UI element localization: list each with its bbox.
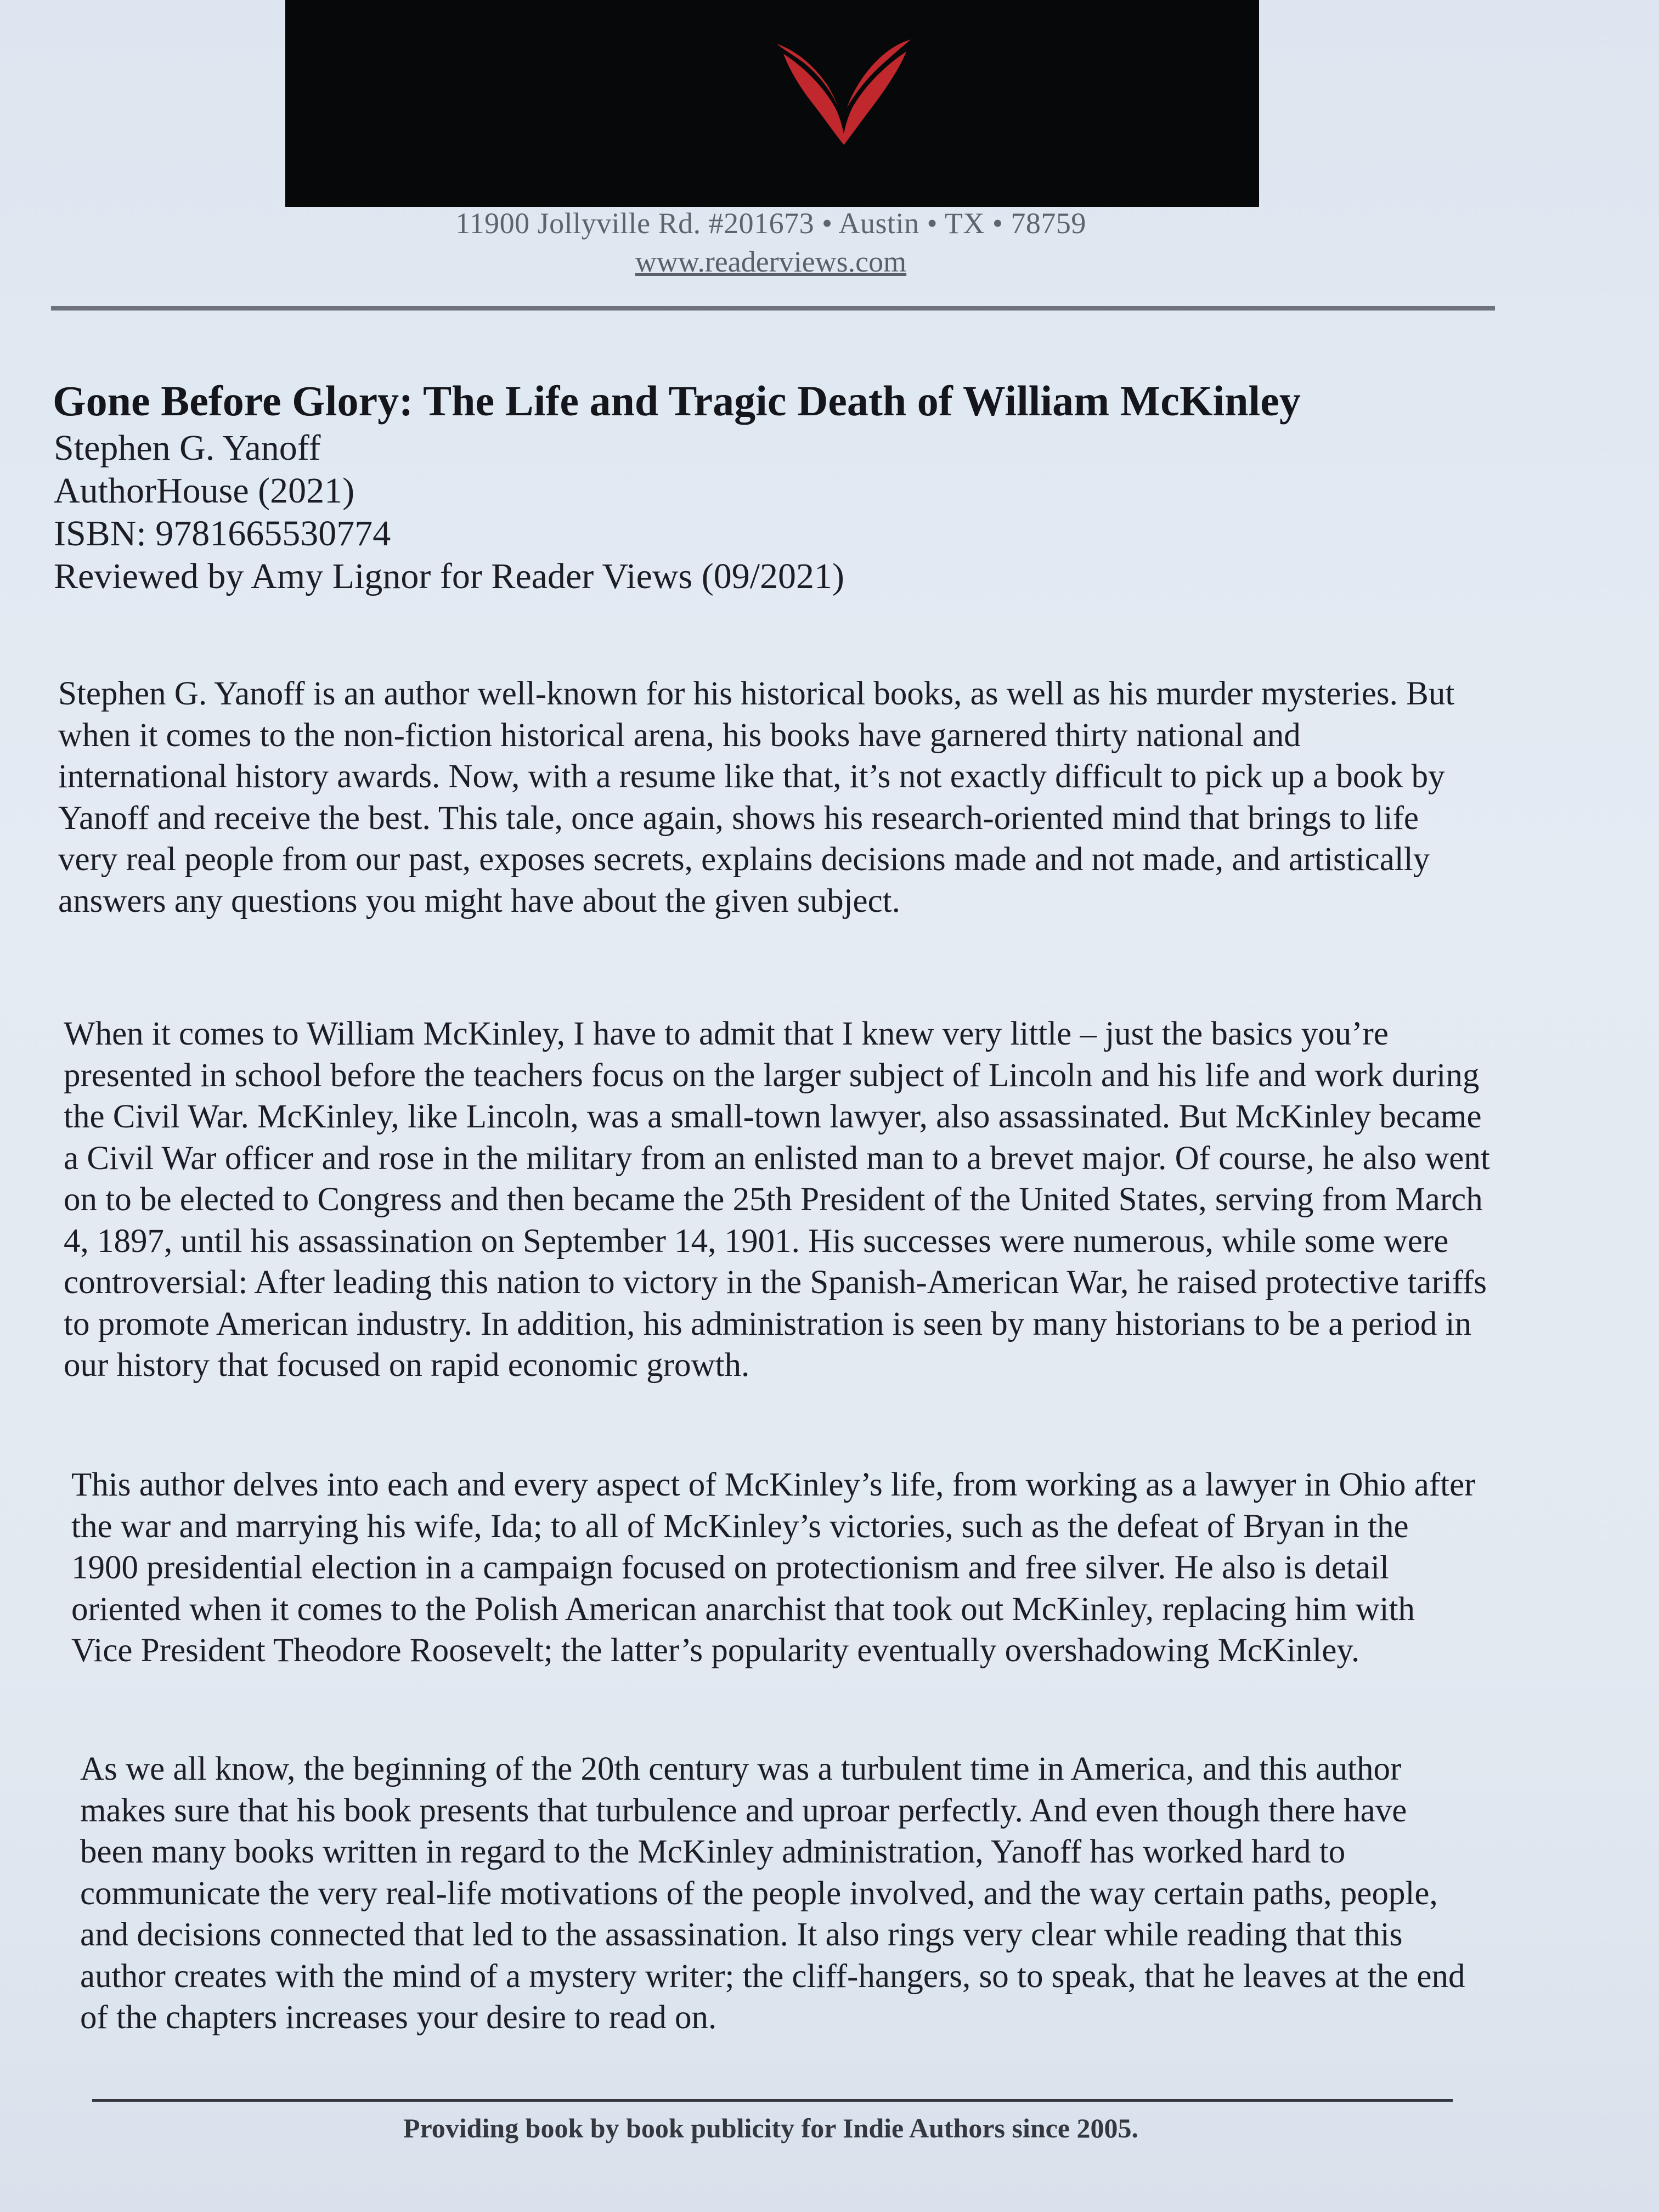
review-paragraph: When it comes to William McKinley, I have to admit that I knew very little – just the basics you’re presented in school before the teachers focus on the larger subject of Lincoln and his life and work during the Civil War. McKinley, like Lincoln, was a small-town lawyer, also assassinated. But McKinley became a Civil War officer and rose in the military from an enlisted man to a brevet major. Of course, he also went on to be elected to Congress and then became the 25th President of the United States, serving from March 4, 1897, until his assassination on September 14, 1901. His successes were numerous, while some were controversial: After leading this nation to victory in the Spanish-American War, he raised protective tariffs to promote American industry. In addition, his administration is seen by many historians to be a period in our history that focused on rapid economic growth. bbox=[64, 1015, 1490, 1384]
reader-views-v-logo-icon bbox=[774, 37, 914, 147]
review-paragraph: This author delves into each and every aspect of McKinley’s life, from working as a lawyer in Ohio after the war and marrying his wife, Ida; to all of McKinley’s victories, such as the defeat of Bryan in the 1900 presidential election in a campaign focused on protectionism and free silver. He also is detail oriented when it comes to the Polish American anarchist that took out McKinley, replacing him with Vice President Theodore Roosevelt; the latter’s popularity eventually overshadowing McKinley. bbox=[71, 1466, 1476, 1669]
book-metadata bbox=[54, 427, 844, 598]
book-publisher: AuthorHouse (2021) bbox=[54, 471, 355, 511]
review-byline: Reviewed by Amy Lignor for Reader Views (09/2021) bbox=[54, 556, 845, 596]
book-author: Stephen G. Yanoff bbox=[54, 428, 321, 468]
book-isbn: ISBN: 9781665530774 bbox=[54, 514, 391, 554]
review-paragraph: Stephen G. Yanoff is an author well-known for his historical books, as well as his murder mysteries. But when it comes to the non-fiction historical arena, his books have garnered thirty national and international history awards. Now, with a resume like that, it’s not exactly difficult to pick up a book by Yanoff and receive the best. This tale, once again, shows his research-oriented mind that brings to life very real people from our past, exposes secrets, explains decisions made and not made, and artistically answers any questions you might have about the given subject. bbox=[58, 675, 1455, 919]
header-divider bbox=[51, 306, 1495, 311]
letterhead-website-link[interactable]: www.readerviews.com bbox=[635, 245, 907, 278]
footer-divider bbox=[92, 2099, 1453, 2102]
footer-tagline: Providing book by book publicity for Indie Authors since 2005. bbox=[403, 2113, 1139, 2143]
letterhead-address: 11900 Jollyville Rd. #201673 • Austin • TX • 78759 bbox=[455, 207, 1086, 240]
letterhead-banner bbox=[285, 0, 1259, 207]
book-title: Gone Before Glory: The Life and Tragic Death of William McKinley bbox=[53, 377, 1301, 425]
review-paragraph: As we all know, the beginning of the 20th century was a turbulent time in America, and this author makes sure that his book presents that turbulence and uproar perfectly. And even though there have been many books written in regard to the McKinley administration, Yanoff has worked hard to communicate the very real-life motivations of the people involved, and the way certain paths, people, and decisions connected that led to the assassination. It also rings very clear while reading that this author creates with the mind of a mystery writer; the cliff-hangers, so to speak, that he leaves at the end of the chapters increases your desire to read on. bbox=[80, 1751, 1465, 2036]
